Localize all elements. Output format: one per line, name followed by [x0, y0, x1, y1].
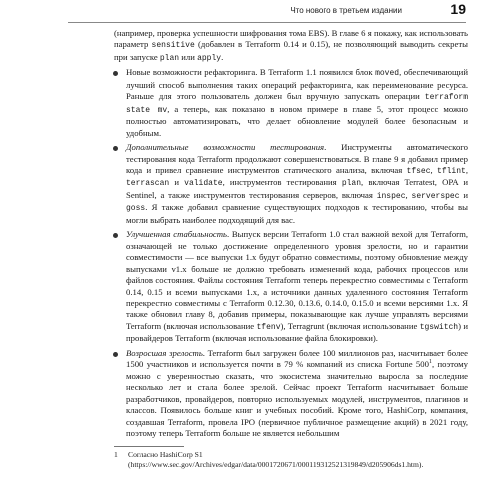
footnote — [114, 450, 468, 470]
footnote-text: Согласно HashiCorp S1 (https://www.sec.gov/Archives/edgar/data/0001720671/000119312521319849/d205906ds1.htm). — [128, 450, 424, 469]
list-item-maturity: Возросшая зрелость. Terraform был загружен более 100 миллионов раз, насчитывает более 1500 участников и используется почти в 79 % компаний из списка Fortune $500^1$, поэтому можно с уверенностью сказать, что экосистема значительно выросла за последние несколько лет и стала более зрелой. Сейчас проект Terraform насчитывает больше разработчиков, провайдеров, повторно используемых модулей, инструментов, плагинов и классов. Появилось больше книг и учебных пособий. Кроме того, HashiCorp, компания, создавшая Terraform, провела IPO (первичное публичное размещение акций) в 2021 году, поэтому теперь Terraform больше не является небольшим — [114, 348, 468, 440]
code-plan: plan — [159, 53, 180, 63]
bullet-icon — [113, 352, 118, 357]
page-header — [0, 0, 500, 26]
bullet-icon — [113, 146, 118, 151]
code-state-mv: terraform state mv — [126, 93, 468, 115]
page-body — [114, 28, 468, 442]
code-tfenv: tfenv — [256, 322, 281, 332]
code-moved: moved — [375, 69, 400, 79]
list-item-testing: Дополнительные возможности тестирования. Инструменты автоматического тестирования кода Terraform продолжают совершенствоваться. В главе 9 я добавил пример кода и привел сравнение инструментов статического анализа, включая tfsec, tflint, terrascan и validate, инструментов тестирования plan, включая Terratest, OPA и Sentinel, а также инструментов тестирования серверов, включая inspec, serverspec и goss. Я также добавил сравнение существующих подходов к тестированию, чтобы вы могли выбрать наиболее подходящий для вас. — [114, 142, 468, 226]
bullet-icon — [113, 233, 118, 238]
bullet-icon — [113, 71, 118, 76]
list-item-refactoring: Новые возможности рефакторинга. В Terraform 1.1 появился блок moved, обеспечивающий лучший способ выполнения таких операций рефакторинга, как переименование ресурса. Раньше для этого пользователь должен был вручную запускать операции terraform state mv, а теперь, как показано в новом примере в главе 5, этот процесс можно полностью автоматизировать, что делает обновление модулей более безопасным и удобным. — [114, 67, 468, 139]
item-lead: Улучшенная стабильность — [126, 229, 227, 240]
header-rule — [68, 22, 466, 23]
code-apply: apply — [197, 53, 222, 63]
code-sensitive: sensitive — [151, 41, 195, 51]
intro-paragraph: (например, проверка успешности шифрования тома EBS). В главе 6 я покажу, как использовать параметр sensitive (добавлен в Terraform 0.14 и 0.15), не позволяющий выводить секреты при запуске plan или apply. — [114, 28, 468, 63]
code-tgswitch: tgswitch — [419, 322, 459, 332]
footnote-number: 1 — [114, 450, 118, 459]
footnote-rule — [114, 446, 184, 447]
running-title: Что нового в третьем издании — [290, 6, 402, 15]
item-lead: Дополнительные возможности тестирования — [126, 142, 325, 153]
item-lead: Возросшая зрелость — [126, 347, 203, 358]
page-number: 19 — [450, 1, 466, 17]
list-item-stability: Улучшенная стабильность. Выпуск версии Terraform 1.0 стал важной вехой для Terraform, означающей не только достижение определенного уровня зрелости, но и гарантии совместимости — все выпуски 1.x будут обратно совместимы, поэтому обновление между выпусками v1.x больше не должно требовать изменений кода, рабочих процессов или файлов состояния. Файлы состояния Terraform теперь перекрестно совместимы с Terraform 0.14, 0.15 и всеми выпусками 1.x, а источники данных удаленного состояния Terraform перекрестно совместимы с Terraform 0.12.30, 0.13.6, 0.14.0, 0.15.0 и всеми версиями 1.x. Я также обновил главу 8, добавив примеры, показывающие как лучше управлять версиями Terraform (включая использование tfenv), Terragrunt (включая использование tgswitch) и провайдеров Terraform (включая использование файла блокировки). — [114, 229, 468, 345]
footnote-ref: 1 — [428, 359, 432, 366]
